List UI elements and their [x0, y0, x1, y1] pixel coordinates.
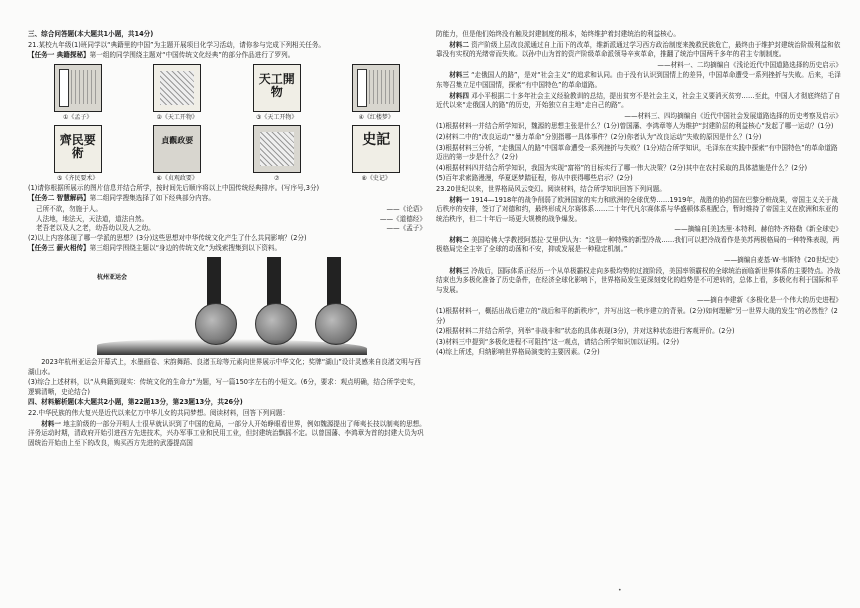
- q21-intro: 21.某校九年级(1)班同学以“典籍里的中国”为主题开展项目化学习活动，请你参与完成下列相关任务。: [28, 40, 326, 49]
- book-calligraphy: 史記: [362, 131, 391, 148]
- task3-title: 【任务三 薪火相传】: [28, 244, 90, 253]
- book-caption: ⑥《贞观政要》: [156, 174, 198, 182]
- book-caption: ①《孟子》: [63, 113, 93, 121]
- q22-1: (1)根据材料一并结合所学知识，魏源的思想主张是什么？(1分)曾国藩、李鸿章等人为维护“封建阶层的利益核心”发起了哪一运动？(1分): [436, 122, 834, 131]
- books-row-1: [28, 64, 426, 122]
- book-item: [142, 125, 212, 183]
- asian-games-logo: 杭州亚运会: [97, 273, 128, 281]
- q21-2: (2)以上内容体现了哪一学派的思想？(3分)这些思想对中华传统文化产生了什么共同影响？(2分): [28, 233, 307, 242]
- book-calligraphy: 天工開物: [258, 71, 295, 99]
- book-cover-image: [153, 125, 201, 173]
- book-caption: ⑤《齐民要术》: [57, 174, 99, 182]
- section4-title: 四、材料解析题(本大题共2小题，第22题13分，第23题13分，共26分): [28, 398, 243, 407]
- q23-2: (2)根据材料二并结合所学，列举“非战非和”状态的具体表现(3分)，并对这种状态进行客观评价。(2分): [436, 327, 735, 336]
- q21-1: (1)请你根据所展示的图片信息并结合所学，按时间先后顺序将以上中国传统经典排序。(写序号,3分): [28, 183, 320, 192]
- source-line: ——材料三、四均摘编自《近代中国社会发展道路选择的历史考察及启示》: [624, 111, 842, 120]
- book-caption: ④《红楼梦》: [358, 113, 394, 121]
- task1-title: 【任务一 典籍探秘】: [28, 51, 90, 60]
- q22-intro: 22.中华民族的伟大复兴是近代以来亿万中华儿女的共同梦想。阅读材料，回答下列问题：: [28, 408, 290, 417]
- asian-games-medal-image: [87, 257, 367, 355]
- book-item: [242, 125, 312, 183]
- book-cover-image: [153, 64, 201, 112]
- book-caption: ⑦: [274, 174, 280, 182]
- book-item: [142, 64, 212, 122]
- material-4-text: 邓小平根据二十多年社会主义经验教训的总结，提出贫穷不是社会主义，社会主义要消灭贫穷……至此，中国人才彻底终结了自近代以来“走俄国人的路”的历史，开始独立自主地“走自己的路”。: [436, 91, 841, 110]
- q23-material-2-text: 美国哈佛大学教授阿基拉·艾里伊认为：“这是一种特殊的新型冷战……我们可以把冷战看作是美苏两极格局的一种特殊表现，两极格局完全主宰了全球的动荡和不安，抑或发展是一种稳定机制。”: [436, 235, 840, 254]
- book-cover-image: [352, 64, 400, 112]
- source-line: ——摘自李建新《多极化是一个伟大的历史进程》: [696, 296, 842, 305]
- book-caption: ②《天工开物》: [156, 113, 198, 121]
- q23-material-1-text: 1914—1918年的战争削弱了欧洲国家的实力和欧洲的全球优势……1919年，战胜的协约国在巴黎分赃战果，帝国主义关于战后秩序的安排，签订了对德和约，最终形成凡尔赛体系……二十年代凡尔赛体系与华盛顿体系相配合，暂时维持了帝国主义在欧洲和东亚的统治秩序，但二十年后一场更大规模的战争爆发。: [436, 195, 839, 223]
- book-cover-image: [54, 125, 102, 173]
- right-column: 防能力，但是他们始终没有触及封建制度的根本，始终维护着封建统治的利益核心。 材料二 资产阶级上层改良派通过自上而下的改革，维新派通过学习西方政治制度来挽救民族危亡，最终由于维护封建统治阶级利益和依靠没有实权的光绪帝而失败。以孙中山为首的资产阶级革命派领导辛亥革命，推翻了统治中国两千多年的君主专制制度。 ——材料一、二均摘编自《浅论近代中国道路选择的历史启示》 材料三 “走俄国人的路”，是对“社会主义”的追求和认同。由于没有认识到国情上的差异，中国革命遭受一系列挫折与失败。后来，毛泽东等召集立足中国国情，探索“有中国特色”的革命道路。 材料四 邓小平根据二十多年社会主义经验教训的总结，提出贫穷不是社会主义，社会主义要消灭贫穷……至此，中国人才彻底终结了自近代以来“走俄国人的路”的历史，开始独立自主地“走自己的路”。 ——材料三、四均摘编自《近代中国社会发展道路选择的历史考察及启示》 (1)根据材料一并结合所学知识，魏源的思想主张是什么？(1分)曾国藩、李鸿章等人为维护“封建阶层的利益核心”发起了哪一运动？(1分) (2)材料二中的“改良运动”“暴力革命”分别指哪一具体事件？(2分)你者认为“改良运动”失败的原因是什么？(1分) (3)根据材料三分析，“走俄国人的路”中国革命遭受一系列挫折与失败？(1分)结合所学知识，毛泽东在实践中探索“有中国特色”的革命道路迈出的第一步是什么？(2分) (4)根据材料四并结合所学知识，我国为实现“富裕”的目标实行了哪一伟大决策？(2分)其中在农村采取的具体措施是什么？(2分) (5)百年求索路漫漫，华夏逐梦踏征程，你从中获得哪些启示？(2分) 23.20世纪以来，世界格局风云变幻。阅读材料，结合所学知识回答下列问题。 材料一 1914—1918年的战争削弱了欧洲国家的实力和欧洲的全球优势……1919年，战胜的协约国在巴黎分赃战果，帝国主义关于战后秩序的安排，签订了对德和约，最终形成凡尔赛体系……二十年代凡尔赛体系与华盛顿体系相配合，暂时维持了帝国主义在欧洲和东亚的统治秩序，但二十年后一场更大规模的战争爆发。 ——摘编自[美]杰里·本特利、赫伯特·齐格勒《新全球史》 材料二 美国哈佛大学教授阿基拉·艾里伊认为：“这是一种特殊的新型冷战……我们可以把冷战看作是美苏两极格局的一种特殊表现，两极格局完全主宰了全球的动荡和不安，抑或发展是一种稳定机制。” ——摘编自麦基·W·韦斯特《20世纪史》 材料三 冷战后，国际体系正经历一个从单极霸权走向多极均势的过渡阶段，美国率领霸权的全球统治面临新世界体系的主要特点。冷战结束也为多极化准备了历史条件，在经济全球化影响下，世界格局发生更深刻变化的趋势是不可逆转的，总体上看，多极化有利于国际和平与发展。 ——摘自李建新《多极化是一个伟大的历史进程》 (1)根据材料一，概括出战后建立的“战后和平的新秩序”，并写出这一秩序建立的背景。(2分)如何理解“另一世界大战的发生”的必然性？(2分) (2)根据材料二并结合所学，列举“非战非和”状态的具体表现(3分)，并对这种状态进行客观评价。(2分) (3)材料三中提到“多极化进程不可阻挡”这一观点，请结合所学知识加以证明。(2分) (4)综上所述，归纳影响世界格局演变的主要因素。(2分): [436, 30, 842, 357]
- q23-1: (1)根据材料一，概括出战后建立的“战后和平的新秩序”，并写出这一秩序建立的背景。(2分)如何理解“另一世界大战的发生”的必然性？(2分): [436, 307, 838, 325]
- quote-line: 人法地，地法天，天法道，道法自然。 ——《道德经》: [36, 214, 426, 223]
- left-column: 三、综合问答题(本大题共1小题，共14分) 21.某校九年级(1)班同学以“典籍里的中国”为主题开展项目化学习活动，请你参与完成下列相关任务。 【任务一 典籍探秘】第一组的同学围绕主题对“中国传统文化经典”的部分作品进行了罗列。 ①《孟子》 ②《天工开物》 天工開物 ③《天工开物》 ④《红楼梦》 齊民要術 ⑤《齐民要术》 貞觀政要 ⑥《贞观政要》 ⑦ 史記 ⑧《史记》 (1)请你根据所展示的图片信息并结合所学，按时间先后顺序将以上中国传统经典排序。(写序号,3分) 【任务二 智慧解码】第二组同学搜集选择了如下经典部分内容。 己所不欲，勿施于人。 ——《论语》 人法地，地法天，天法道，道法自然。 ——《道德经》 老吾老以及人之老，幼吾幼以及人之幼。 ——《孟子》 (2)以上内容体现了哪一学派的思想？(3分)这些思想对中华传统文化产生了什么共同影响？(2分) 【任务三 薪火相传】第三组同学围绕主题以“身边的传统文化”为线索搜集到以下资料。 杭州亚运会 2023年杭州亚运会开幕式上，水墨画卷、宋韵舞蹈、良渚玉琮等元素向世界展示中华文化；奖牌“湖山”设计灵感来自良渚文明与西湖山水。 (3)综合上述材料，以“从典籍到现实：传统文化的生命力”为题，写一篇150字左右的小短文。(6分，要求：观点明确，结合所学史实，逻辑清晰，史论结合) 四、材料解析题(本大题共2小题，第22题13分，第23题13分，共26分) 22.中华民族的伟大复兴是近代以来亿万中华儿女的共同梦想。阅读材料，回答下列问题： 材料一 地主阶级的一部分开明人士很早就认识到了中国的危局，一部分人开始睁眼看世界，例如魏源提出了师夷长技以制夷的思想。洋务运动时期，清政府开始引进西方先进技术，兴办军事工业和民用工业，但封建统治飘摇不定。以曾国藩、李鸿章为首的封建大员为巩固统治开始由上至下的改良，购买西方先进的武器提高国: [28, 30, 426, 447]
- source-line: ——摘编自[美]杰里·本特利、赫伯特·齐格勒《新全球史》: [674, 225, 842, 234]
- q23-intro: 23.20世纪以来，世界格局风云变幻。阅读材料，结合所学知识回答下列问题。: [436, 184, 666, 193]
- quote-line: 老吾老以及人之老，幼吾幼以及人之幼。 ——《孟子》: [36, 224, 426, 233]
- book-cover-image: [352, 125, 400, 173]
- q23-3: (3)材料三中提到“多极化进程不可阻挡”这一观点，请结合所学知识加以证明。(2分): [436, 337, 680, 346]
- q22-5: (5)百年求索路漫漫，华夏逐梦踏征程，你从中获得哪些启示？(2分): [436, 174, 633, 183]
- books-row-2: [28, 125, 426, 183]
- page-mark: •: [618, 587, 622, 594]
- q21-3: (3)综合上述材料，以“从典籍到现实：传统文化的生命力”为题，写一篇150字左右的小短文。(6分，要求：观点明确，结合所学史实，逻辑清晰，史论结合): [28, 378, 420, 396]
- asian-games-text: 2023年杭州亚运会开幕式上，水墨画卷、宋韵舞蹈、良渚玉琮等元素向世界展示中华文化；奖牌“湖山”设计灵感来自良渚文明与西湖山水。: [28, 357, 421, 376]
- book-item: [43, 64, 113, 122]
- material-1-text: 地主阶级的一部分开明人士很早就认识到了中国的危局，一部分人开始睁眼看世界，例如魏源提出了师夷长技以制夷的思想。洋务运动时期，清政府开始引进西方先进技术，兴办军事工业和民用工业，但封建统治飘摇不定。以曾国藩、李鸿章为首的封建大员为巩固统治开始由上至下的改良，购买西方先进的武器提高国: [28, 419, 426, 447]
- source-line: ——摘编自麦基·W·韦斯特《20世纪史》: [723, 256, 842, 265]
- book-cover-image: [253, 64, 301, 112]
- quote-line: 己所不欲，勿施于人。 ——《论语》: [36, 204, 426, 213]
- book-caption: ⑧《史记》: [361, 174, 391, 182]
- book-calligraphy: 齊民要術: [59, 132, 96, 160]
- task1-text: 第一组的同学围绕主题对“中国传统文化经典”的部分作品进行了罗列。: [89, 51, 295, 60]
- book-item: [43, 125, 113, 183]
- q23-4: (4)综上所述，归纳影响世界格局演变的主要因素。(2分): [436, 348, 600, 357]
- book-caption: ③《天工开物》: [256, 113, 298, 121]
- book-cover-image: [54, 64, 102, 112]
- book-item: [341, 64, 411, 122]
- book-calligraphy: 貞觀政要: [161, 134, 194, 145]
- section3-title: 三、综合问答题(本大题共1小题，共14分): [28, 30, 154, 38]
- q22-3: (3)根据材料三分析，“走俄国人的路”中国革命遭受一系列挫折与失败？(1分)结合所学知识，毛泽东在实践中探索“有中国特色”的革命道路迈出的第一步是什么？(2分): [436, 143, 838, 162]
- q22-4: (4)根据材料四并结合所学知识，我国为实现“富裕”的目标实行了哪一伟大决策？(2分)其中在农村采取的具体措施是什么？(2分): [436, 163, 808, 172]
- book-cover-image: [253, 125, 301, 173]
- task2-text: 第二组同学搜集选择了如下经典部分内容。: [89, 194, 215, 203]
- material-1-continued: 防能力，但是他们始终没有触及封建制度的根本，始终维护着封建统治的利益核心。: [436, 30, 680, 38]
- material-3-text: “走俄国人的路”，是对“社会主义”的追求和认同。由于没有认识到国情上的差异，中国革命遭受一系列挫折与失败。后来，毛泽东等召集立足中国国情，探索“有中国特色”的革命道路。: [436, 71, 841, 89]
- task3-text: 第三组同学围绕主题以“身边的传统文化”为线索搜集到以下资料。: [89, 244, 282, 253]
- book-item: [242, 64, 312, 122]
- material-2-text: 资产阶级上层改良派通过自上而下的改革，维新派通过学习西方政治制度来挽救民族危亡，最终由于维护封建统治阶级利益和依靠没有实权的光绪帝而失败。以孙中山为首的资产阶级革命派领导辛亥革命，推翻了统治中国两千多年的君主专制制度。: [436, 40, 841, 59]
- task2-title: 【任务二 智慧解码】: [28, 194, 90, 203]
- q23-material-3-text: 冷战后，国际体系正经历一个从单极霸权走向多极均势的过渡阶段，美国率领霸权的全球统治面临新世界体系的主要特点。冷战结束也为多极化准备了历史条件，在经济全球化影响下，世界格局发生更深刻变化的趋势是不可逆转的，总体上看，多极化有利于国际和平与发展。: [436, 266, 841, 294]
- q22-2: (2)材料二中的“改良运动”“暴力革命”分别指哪一具体事件？(2分)你者认为“改良运动”失败的原因是什么？(1分): [436, 132, 762, 141]
- book-item: [341, 125, 411, 183]
- source-line: ——材料一、二均摘编自《浅论近代中国道路选择的历史启示》: [657, 60, 842, 69]
